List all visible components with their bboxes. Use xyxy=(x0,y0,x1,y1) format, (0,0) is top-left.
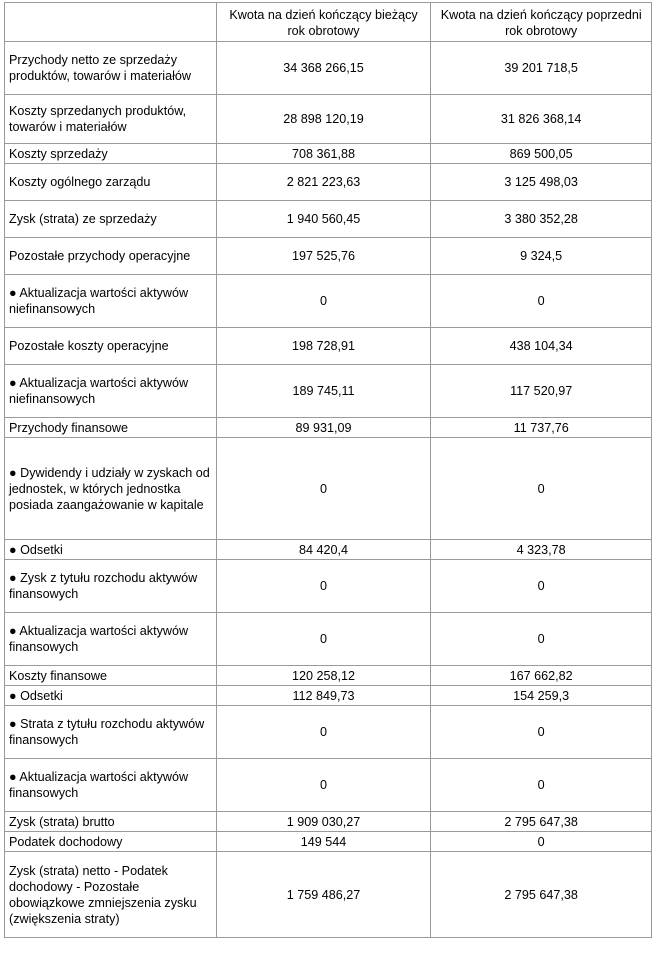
current-year-value: 1 909 030,27 xyxy=(216,812,431,832)
previous-year-value: 0 xyxy=(431,832,652,852)
row-label: ● Aktualizacja wartości aktywów niefinansowych xyxy=(5,365,217,418)
row-label: Zysk (strata) ze sprzedaży xyxy=(5,201,217,238)
table-row xyxy=(5,238,652,275)
row-label: Zysk (strata) netto - Podatek dochodowy - Pozostałe obowiązkowe zmniejszenia zysku (zwiększenia straty) xyxy=(5,852,217,938)
previous-year-value: 154 259,3 xyxy=(431,686,652,706)
row-label: Koszty finansowe xyxy=(5,666,217,686)
table-row xyxy=(5,812,652,832)
table-row xyxy=(5,852,652,938)
current-year-value: 1 940 560,45 xyxy=(216,201,431,238)
table-row xyxy=(5,686,652,706)
current-year-value: 2 821 223,63 xyxy=(216,164,431,201)
current-year-value: 189 745,11 xyxy=(216,365,431,418)
table-row xyxy=(5,706,652,759)
current-year-value: 708 361,88 xyxy=(216,144,431,164)
row-label: ● Odsetki xyxy=(5,686,217,706)
row-label: Podatek dochodowy xyxy=(5,832,217,852)
table-row xyxy=(5,613,652,666)
table-row xyxy=(5,95,652,144)
table-row xyxy=(5,560,652,613)
previous-year-value: 11 737,76 xyxy=(431,418,652,438)
current-year-value: 89 931,09 xyxy=(216,418,431,438)
previous-year-value: 0 xyxy=(431,706,652,759)
previous-year-value: 4 323,78 xyxy=(431,540,652,560)
row-label: ● Odsetki xyxy=(5,540,217,560)
row-label: Przychody finansowe xyxy=(5,418,217,438)
previous-year-value: 9 324,5 xyxy=(431,238,652,275)
current-year-value: 0 xyxy=(216,613,431,666)
previous-year-value: 0 xyxy=(431,560,652,613)
previous-year-value: 39 201 718,5 xyxy=(431,42,652,95)
current-year-value: 34 368 266,15 xyxy=(216,42,431,95)
previous-year-value: 0 xyxy=(431,759,652,812)
table-row xyxy=(5,759,652,812)
header-label-cell xyxy=(5,3,217,42)
current-year-value: 120 258,12 xyxy=(216,666,431,686)
table-row xyxy=(5,164,652,201)
current-year-value: 0 xyxy=(216,560,431,613)
row-label: ● Strata z tytułu rozchodu aktywów finansowych xyxy=(5,706,217,759)
previous-year-value: 117 520,97 xyxy=(431,365,652,418)
previous-year-value: 31 826 368,14 xyxy=(431,95,652,144)
row-label: ● Aktualizacja wartości aktywów finansowych xyxy=(5,759,217,812)
current-year-value: 84 420,4 xyxy=(216,540,431,560)
table-row xyxy=(5,328,652,365)
current-year-value: 0 xyxy=(216,275,431,328)
income-statement-table xyxy=(4,2,652,938)
current-year-value: 149 544 xyxy=(216,832,431,852)
row-label: ● Aktualizacja wartości aktywów finansowych xyxy=(5,613,217,666)
row-label: Koszty sprzedanych produktów, towarów i materiałów xyxy=(5,95,217,144)
table-row xyxy=(5,275,652,328)
previous-year-value: 167 662,82 xyxy=(431,666,652,686)
row-label: Zysk (strata) brutto xyxy=(5,812,217,832)
current-year-value: 112 849,73 xyxy=(216,686,431,706)
previous-year-value: 3 125 498,03 xyxy=(431,164,652,201)
header-row xyxy=(5,3,652,42)
current-year-value: 0 xyxy=(216,759,431,812)
current-year-value: 1 759 486,27 xyxy=(216,852,431,938)
current-year-value: 197 525,76 xyxy=(216,238,431,275)
previous-year-value: 869 500,05 xyxy=(431,144,652,164)
previous-year-value: 438 104,34 xyxy=(431,328,652,365)
table-row xyxy=(5,42,652,95)
table-row xyxy=(5,418,652,438)
current-year-value: 198 728,91 xyxy=(216,328,431,365)
previous-year-value: 3 380 352,28 xyxy=(431,201,652,238)
row-label: Koszty sprzedaży xyxy=(5,144,217,164)
table-row xyxy=(5,144,652,164)
header-previous-year: Kwota na dzień kończący poprzedni rok obrotowy xyxy=(431,3,652,42)
previous-year-value: 0 xyxy=(431,275,652,328)
table-row xyxy=(5,438,652,540)
row-label: ● Zysk z tytułu rozchodu aktywów finansowych xyxy=(5,560,217,613)
previous-year-value: 2 795 647,38 xyxy=(431,812,652,832)
row-label: Pozostałe przychody operacyjne xyxy=(5,238,217,275)
row-label: Pozostałe koszty operacyjne xyxy=(5,328,217,365)
table-row xyxy=(5,540,652,560)
previous-year-value: 0 xyxy=(431,613,652,666)
current-year-value: 0 xyxy=(216,706,431,759)
table-row xyxy=(5,201,652,238)
current-year-value: 28 898 120,19 xyxy=(216,95,431,144)
previous-year-value: 0 xyxy=(431,438,652,540)
row-label: ● Aktualizacja wartości aktywów niefinansowych xyxy=(5,275,217,328)
table-row xyxy=(5,666,652,686)
row-label: Przychody netto ze sprzedaży produktów, towarów i materiałów xyxy=(5,42,217,95)
header-current-year: Kwota na dzień kończący bieżący rok obrotowy xyxy=(216,3,431,42)
previous-year-value: 2 795 647,38 xyxy=(431,852,652,938)
row-label: ● Dywidendy i udziały w zyskach od jednostek, w których jednostka posiada zaangażowanie w kapitale xyxy=(5,438,217,540)
table-row xyxy=(5,832,652,852)
table-row xyxy=(5,365,652,418)
current-year-value: 0 xyxy=(216,438,431,540)
row-label: Koszty ogólnego zarządu xyxy=(5,164,217,201)
